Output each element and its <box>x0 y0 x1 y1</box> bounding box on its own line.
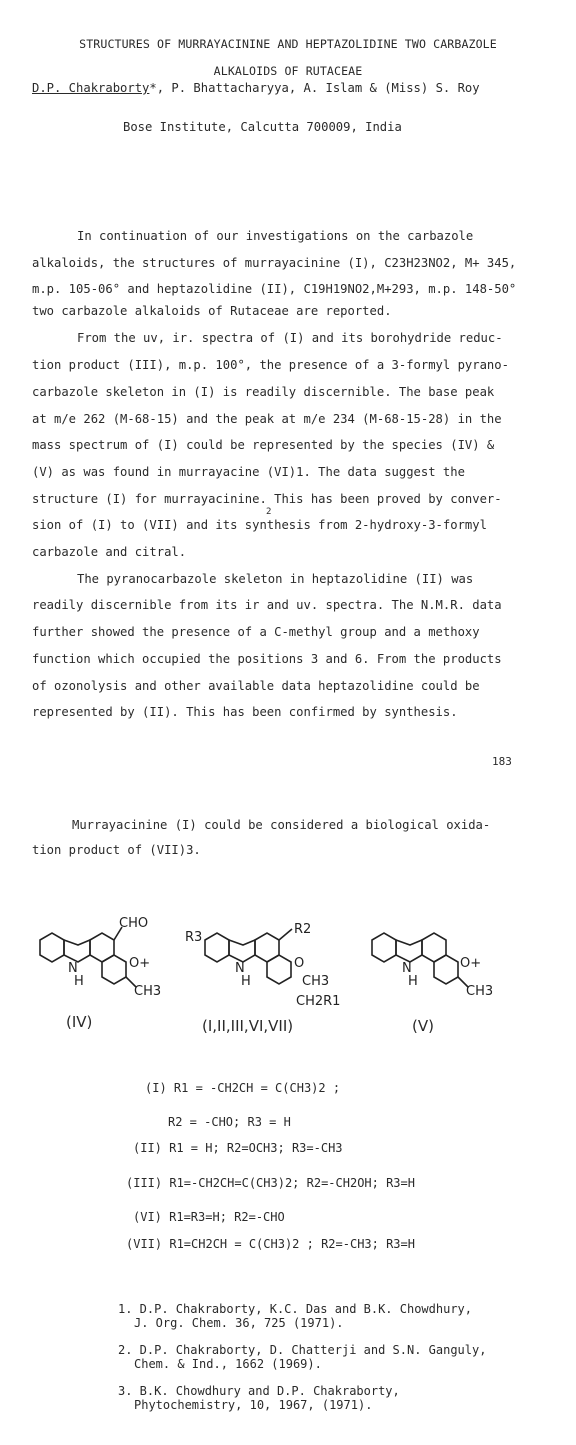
p3-line-5: of ozonolysis and other available data heptazolidine could be <box>32 679 480 693</box>
p2-superscript-ref: 2 <box>266 507 272 517</box>
ref-2-line-1: 2. D.P. Chakraborty, D. Chatterji and S.N. Ganguly, <box>118 1343 487 1357</box>
p4-line-1: Murrayacinine (I) could be considered a biological oxida- <box>72 818 491 832</box>
ref-2-line-2: Chem. & Ind., 1662 (1969). <box>134 1357 322 1371</box>
p2-line-5: mass spectrum of (I) could be represented by the species (IV) & <box>32 438 495 452</box>
ref-3-line-2: Phytochemistry, 10, 1967, (1971). <box>134 1398 373 1412</box>
def-i: (I) R1 = -CH2CH = C(CH3)2 ; <box>145 1081 341 1095</box>
atom-ch2r1: CH2R1 <box>296 994 341 1009</box>
def-i-cont: R2 = -CHO; R3 = H <box>168 1115 291 1129</box>
atom-h-iv: H <box>74 974 84 989</box>
page-number: 183 <box>492 755 512 768</box>
p3-line-6: represented by (II). This has been confirmed by synthesis. <box>32 705 458 719</box>
lead-author: D.P. Chakraborty <box>32 81 150 95</box>
atom-ch3-iv: CH3 <box>134 984 162 999</box>
p3-line-2: readily discernible from its ir and uv. spectra. The N.M.R. data <box>32 598 502 612</box>
label-main: (I,II,III,VI,VII) <box>202 1017 294 1035</box>
def-ii: (II) R1 = H; R2=OCH3; R3=-CH3 <box>133 1141 343 1155</box>
structure-iv <box>40 916 161 999</box>
atom-ch3-v: CH3 <box>466 984 494 999</box>
atom-n-main: N <box>235 961 245 976</box>
p3-line-1: The pyranocarbazole skeleton in heptazolidine (II) was <box>77 572 474 586</box>
structure-main <box>185 922 340 1009</box>
ref-1-line-2: J. Org. Chem. 36, 725 (1971). <box>134 1316 344 1330</box>
atom-r2: R2 <box>294 922 312 937</box>
p2-line-7: structure (I) for murrayacinine. This has been proved by conver- <box>32 492 502 506</box>
other-authors: *, P. Bhattacharyya, A. Islam & (Miss) S. Roy <box>149 81 480 95</box>
label-iv: (IV) <box>66 1013 93 1031</box>
p2-line-1: From the uv, ir. spectra of (I) and its borohydride reduc- <box>77 331 503 345</box>
p2-line-8: sion of (I) to (VII) and its synthesis from 2-hydroxy-3-formyl <box>32 518 487 532</box>
p2-line-2: tion product (III), m.p. 100°, the presence of a 3-formyl pyrano- <box>32 358 509 372</box>
p4-line-2: tion product of (VII)3. <box>32 843 201 857</box>
atom-oplus-v: O+ <box>460 956 482 971</box>
atom-n-iv: N <box>68 961 78 976</box>
p1-line-1: In continuation of our investigations on the carbazole <box>77 229 474 243</box>
ref-1-line-1: 1. D.P. Chakraborty, K.C. Das and B.K. Chowdhury, <box>118 1302 473 1316</box>
atom-o-main: O <box>294 956 305 971</box>
p2-line-3: carbazole skeleton in (I) is readily discernible. The base peak <box>32 385 495 399</box>
def-vii: (VII) R1=CH2CH = C(CH3)2 ; R2=-CH3; R3=H <box>126 1237 415 1251</box>
authors <box>32 80 480 96</box>
def-iii: (III) R1=-CH2CH=C(CH3)2; R2=-CH2OH; R3=H <box>126 1176 415 1190</box>
def-vi: (VI) R1=R3=H; R2=-CHO <box>133 1210 285 1224</box>
p1-line-2: alkaloids, the structures of murrayacinine (I), C23H23NO2, M+ 345, <box>32 256 517 270</box>
p3-line-4: function which occupied the positions 3 and 6. From the products <box>32 652 502 666</box>
atom-ch3-main: CH3 <box>302 974 330 989</box>
label-v: (V) <box>412 1017 434 1035</box>
p2-line-6: (V) as was found in murrayacine (VI)1. The data suggest the <box>32 465 465 479</box>
p3-line-3: further showed the presence of a C-methyl group and a methoxy <box>32 625 480 639</box>
affiliation: Bose Institute, Calcutta 700009, India <box>123 120 402 134</box>
structure-v <box>372 933 493 999</box>
p2-line-9: carbazole and citral. <box>32 545 187 559</box>
atom-h-main: H <box>241 974 251 989</box>
p1-line-3: m.p. 105-06° and heptazolidine (II), C19H19NO2,M+293, m.p. 148-50° <box>32 282 517 296</box>
p1-line-4: two carbazole alkaloids of Rutaceae are reported. <box>32 304 392 318</box>
atom-oplus-iv: O+ <box>129 956 151 971</box>
p2-line-4: at m/e 262 (M-68-15) and the peak at m/e 234 (M-68-15-28) in the <box>32 412 502 426</box>
title-line-2: ALKALOIDS OF RUTACEAE <box>213 64 363 78</box>
ref-3-line-1: 3. B.K. Chowdhury and D.P. Chakraborty, <box>118 1384 400 1398</box>
title-line-1: STRUCTURES OF MURRAYACININE AND HEPTAZOLIDINE TWO CARBAZOLE <box>79 37 497 51</box>
atom-h-v: H <box>408 974 418 989</box>
atom-r3: R3 <box>185 930 203 945</box>
atom-n-v: N <box>402 961 412 976</box>
atom-cho: CHO <box>119 916 149 931</box>
structures-figure <box>30 905 550 1055</box>
